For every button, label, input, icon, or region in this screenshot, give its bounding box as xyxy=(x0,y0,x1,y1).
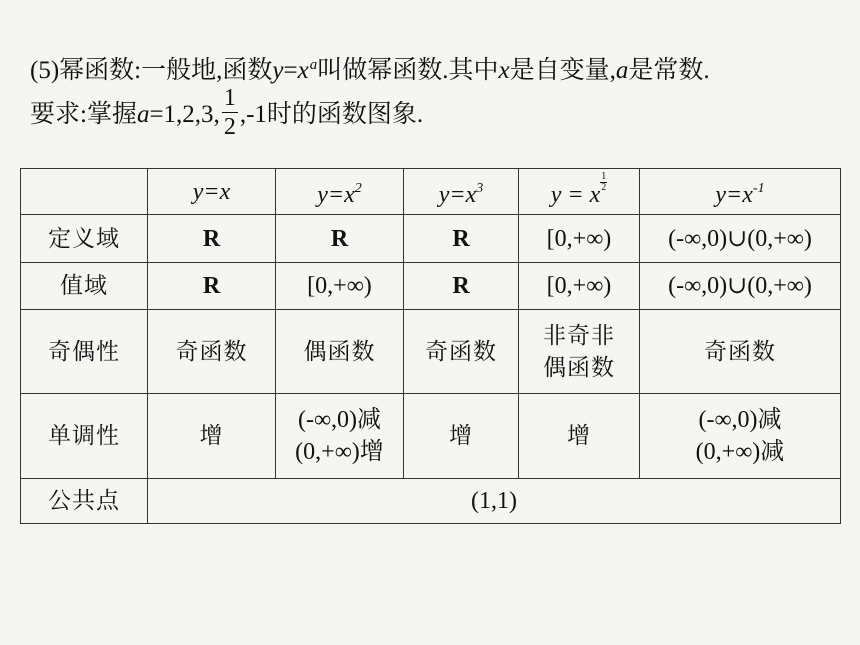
header-y-eq-x3-exp: 3 xyxy=(476,180,484,196)
range-cell-4: [0,+∞) xyxy=(519,263,640,310)
range-label: 值域 xyxy=(21,263,148,310)
parity-cell-4-line-1: 非奇非 xyxy=(543,322,615,349)
requirement-prefix: 要求:掌握 xyxy=(30,101,137,129)
common-point-value: (1,1) xyxy=(148,479,841,524)
monotonic-cell-2-line-2: (0,+∞)增 xyxy=(295,439,384,465)
intro-mid: 叫做幂函数.其中 xyxy=(317,57,499,84)
fraction-numerator: 1 xyxy=(223,85,236,111)
range-cell-3: R xyxy=(404,263,519,310)
power-function-table xyxy=(20,168,841,524)
var-x: x xyxy=(297,57,309,84)
header-y-eq-x-inv-exp: -1 xyxy=(752,180,765,196)
var-a: a xyxy=(615,57,629,84)
parity-label: 奇偶性 xyxy=(21,310,148,394)
header-y-eq-x2 xyxy=(276,169,404,215)
monotonic-label: 单调性 xyxy=(21,394,148,479)
intro-prefix: (5)幂函数:一般地,函数 xyxy=(30,57,273,84)
var-a-line2: a xyxy=(136,101,150,129)
half-exp-numerator: 1 xyxy=(601,171,607,182)
intro-text xyxy=(30,42,840,140)
monotonic-cell-2 xyxy=(276,394,404,479)
header-y-eq-x2-exp: 2 xyxy=(354,180,362,196)
parity-cell-1: 奇函数 xyxy=(148,310,276,394)
half-exp-denominator: 2 xyxy=(601,182,607,193)
monotonic-cell-1: 增 xyxy=(148,394,276,479)
monotonic-cell-3: 增 xyxy=(404,394,519,479)
header-y-eq-x-inv xyxy=(640,169,841,215)
range-cell-5: (-∞,0)∪(0,+∞) xyxy=(640,263,841,310)
common-point-row xyxy=(21,479,841,524)
domain-row xyxy=(21,215,841,263)
fraction-denominator: 2 xyxy=(223,114,236,140)
exponent-a: a xyxy=(309,57,318,73)
domain-cell-2: R xyxy=(276,215,404,263)
intro-line-2 xyxy=(30,85,840,140)
parity-cell-4 xyxy=(519,310,640,394)
parity-cell-3: 奇函数 xyxy=(404,310,519,394)
header-y-eq-x-half xyxy=(519,169,640,215)
parity-row xyxy=(21,310,841,394)
intro-line-1 xyxy=(30,42,840,88)
requirement-suffix: ,-1时的函数图象. xyxy=(239,101,424,129)
fraction-one-half xyxy=(222,86,238,139)
intro-suffix: 是常数. xyxy=(628,57,710,84)
parity-cell-4-line-2: 偶函数 xyxy=(543,354,615,381)
header-y-eq-x2-base: y=x xyxy=(317,181,355,208)
header-y-eq-x-text: y=x xyxy=(192,178,231,205)
intro-mid-2: 是自变量, xyxy=(509,57,616,84)
requirement-values: =1,2,3, xyxy=(149,101,220,129)
monotonic-cell-5-line-2: (0,+∞)减 xyxy=(695,439,785,465)
domain-cell-4: [0,+∞) xyxy=(519,215,640,263)
range-row xyxy=(21,263,841,310)
var-y: y xyxy=(272,57,284,84)
header-y-eq-x3 xyxy=(404,169,519,215)
var-x-2: x xyxy=(498,57,510,84)
monotonic-cell-4: 增 xyxy=(519,394,640,479)
parity-cell-2: 偶函数 xyxy=(276,310,404,394)
header-y-eq-x-half-base: y = x xyxy=(550,182,601,208)
header-row xyxy=(21,169,841,215)
domain-cell-1: R xyxy=(148,215,276,263)
domain-label: 定义域 xyxy=(21,215,148,263)
range-cell-1: R xyxy=(148,263,276,310)
common-point-label: 公共点 xyxy=(21,479,148,524)
monotonic-cell-5 xyxy=(640,394,841,479)
parity-cell-5: 奇函数 xyxy=(640,310,841,394)
domain-cell-5: (-∞,0)∪(0,+∞) xyxy=(640,215,841,263)
monotonic-row xyxy=(21,394,841,479)
header-corner-cell xyxy=(21,169,148,215)
domain-cell-3: R xyxy=(404,215,519,263)
header-y-eq-x xyxy=(148,169,276,215)
header-y-eq-x3-base: y=x xyxy=(438,181,477,208)
equals-sign: = xyxy=(283,57,298,84)
monotonic-cell-2-line-1: (-∞,0)减 xyxy=(297,407,382,433)
range-cell-2: [0,+∞) xyxy=(276,263,404,310)
header-y-eq-x-inv-base: y=x xyxy=(715,181,753,208)
monotonic-cell-5-line-1: (-∞,0)减 xyxy=(698,407,782,433)
header-half-exponent xyxy=(600,172,607,193)
